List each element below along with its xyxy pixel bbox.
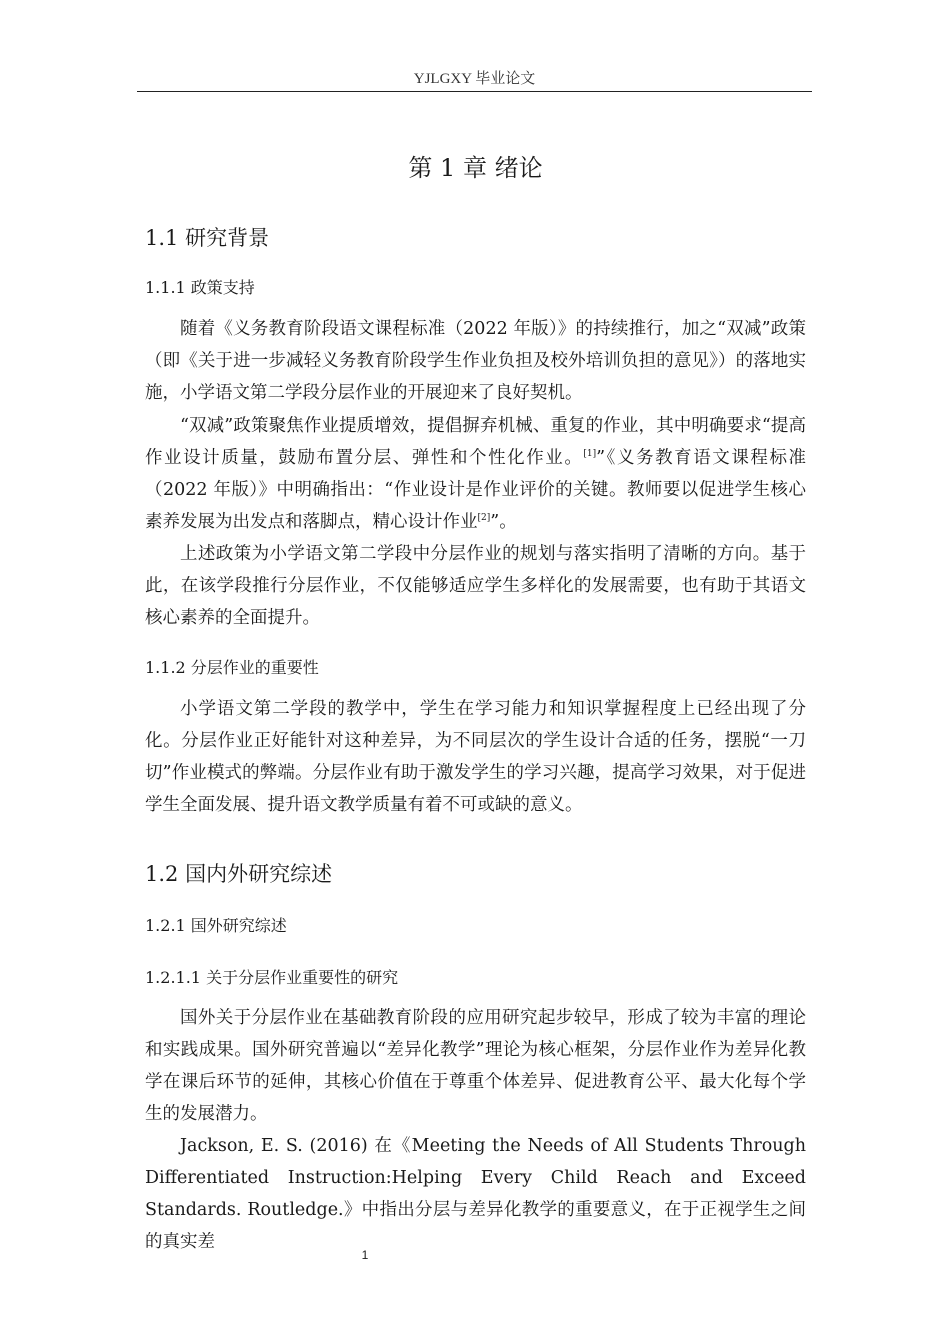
paragraph-6: Jackson, E. S. (2016) 在《Meeting the Needs of All Students Through Differentiated Instruction:Helping Every Child Reach and Exceed Standards. Routledge.》中指出分层与差异化教学的重要意义，在于正视学生之间的真实差 bbox=[145, 1136, 806, 1252]
paragraph-3: 上述政策为小学语文第二学段中分层作业的规划与落实指明了清晰的方向。基于此，在该学段推行分层作业，不仅能够适应学生多样化的发展需要，也有助于其语文核心素养的全面提升。 bbox=[145, 544, 806, 628]
section-heading-1-2: 1.2 国内外研究综述 bbox=[145, 862, 333, 886]
paragraph-4: 小学语文第二学段的教学中，学生在学习能力和知识掌握程度上已经出现了分化。分层作业正好能针对这种差异，为不同层次的学生设计合适的任务，摆脱“一刀切”作业模式的弊端。分层作业有助于激发学生的学习兴趣，提高学习效果，对于促进学生全面发展、提升语文教学质量有着不可或缺的意义。 bbox=[145, 699, 806, 815]
citation-ref-1: [1] bbox=[583, 449, 597, 459]
paragraph-2-text-c: ”。 bbox=[490, 512, 517, 532]
paragraph-2 bbox=[145, 410, 806, 538]
paragraph-2-text-b: ”《义务教育语文课程标准（2022 年版）》中明确指出：“作业设计是作业评价的关键。教师要以促进学生核心素养发展为出发点和落脚点，精心设计作业 bbox=[145, 448, 806, 532]
paragraph-1: 随着《义务教育阶段语文课程标准（2022 年版）》的持续推行，加之“双减”政策（即《关于进一步减轻义务教育阶段学生作业负担及校外培训负担的意见》）的落地实施，小学语文第二学段分层作业的开展迎来了良好契机。 bbox=[145, 319, 806, 403]
citation-ref-2: [2] bbox=[477, 513, 491, 523]
chapter-title: 第 1 章 绪论 bbox=[408, 154, 543, 182]
page-number: 1 bbox=[361, 1248, 369, 1262]
section-heading-1-2-1-1: 1.2.1.1 关于分层作业重要性的研究 bbox=[145, 968, 399, 987]
paragraph-5: 国外关于分层作业在基础教育阶段的应用研究起步较早，形成了较为丰富的理论和实践成果。国外研究普遍以“差异化教学”理论为核心框架，分层作业作为差异化教学在课后环节的延伸，其核心价值在于尊重个体差异、促进教育公平、最大化每个学生的发展潜力。 bbox=[145, 1008, 806, 1124]
section-heading-1-1: 1.1 研究背景 bbox=[145, 226, 270, 250]
section-heading-1-1-2: 1.1.2 分层作业的重要性 bbox=[145, 658, 319, 677]
section-heading-1-2-1: 1.2.1 国外研究综述 bbox=[145, 916, 287, 935]
paragraph-2-text-a: “双减”政策聚焦作业提质增效，提倡摒弃机械、重复的作业，其中明确要求“提高作业设计质量，鼓励布置分层、弹性和个性化作业。 bbox=[145, 416, 806, 468]
section-heading-1-1-1: 1.1.1 政策支持 bbox=[145, 278, 255, 297]
page-header: YJLGXY 毕业论文 bbox=[137, 67, 812, 92]
